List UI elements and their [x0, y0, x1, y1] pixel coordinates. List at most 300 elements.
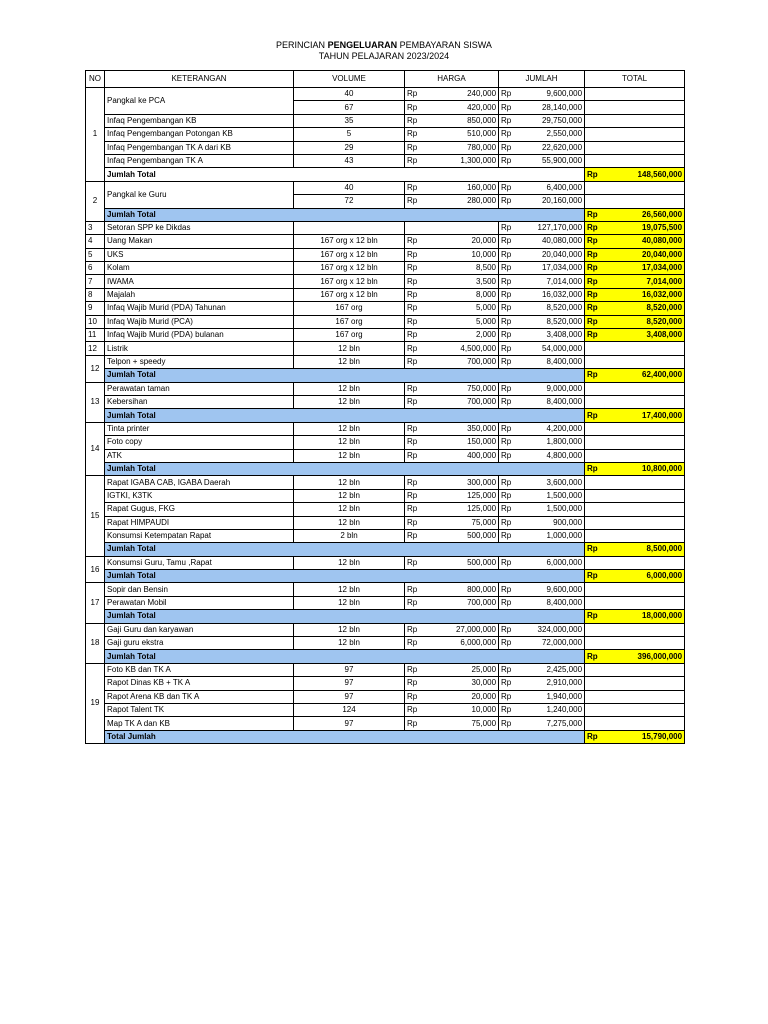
row-total-empty: [585, 154, 685, 167]
row-description: Infaq Wajib Murid (PCA): [105, 315, 294, 328]
row-total-empty: [585, 355, 685, 368]
row-total-empty: [585, 596, 685, 609]
row-price: 280,000: [429, 195, 499, 208]
row-price: 400,000: [429, 449, 499, 462]
harga-currency: Rp: [405, 489, 429, 502]
table-row: [86, 663, 685, 676]
jumlah-currency: Rp: [499, 503, 519, 516]
row-total: 7,014,000: [605, 275, 685, 288]
table-row: [86, 342, 685, 355]
row-description: Infaq Wajib Murid (PDA) Tahunan: [105, 302, 294, 315]
table-row: [86, 235, 685, 248]
jumlah-currency: Rp: [499, 422, 519, 435]
subtotal-value: 396,000,000: [605, 650, 685, 663]
col-harga: HARGA: [405, 71, 499, 88]
row-total-empty: [585, 529, 685, 542]
jumlah-currency: Rp: [499, 717, 519, 730]
harga-currency: Rp: [405, 288, 429, 301]
row-total-empty: [585, 181, 685, 194]
row-number: 15: [86, 476, 105, 556]
harga-currency: Rp: [405, 637, 429, 650]
row-total-empty: [585, 690, 685, 703]
harga-currency: Rp: [405, 703, 429, 716]
jumlah-currency: Rp: [499, 476, 519, 489]
row-description: Rapot Dinas KB + TK A: [105, 677, 294, 690]
row-total: 16,032,000: [605, 288, 685, 301]
row-volume: 43: [294, 154, 405, 167]
row-volume: 12 bln: [294, 476, 405, 489]
row-price: 240,000: [429, 88, 499, 101]
row-total-empty: [585, 141, 685, 154]
table-row: [86, 114, 685, 127]
row-price: 500,000: [429, 556, 499, 569]
subtotal-value: 148,560,000: [605, 168, 685, 181]
total-currency: Rp: [585, 315, 605, 328]
row-price: 2,000: [429, 329, 499, 342]
jumlah-currency: Rp: [499, 583, 519, 596]
table-row: [86, 489, 685, 502]
table-row: [86, 128, 685, 141]
row-number: 14: [86, 422, 105, 476]
row-description: Infaq Pengembangan Potongan KB: [105, 128, 294, 141]
col-keterangan: KETERANGAN: [105, 71, 294, 88]
jumlah-currency: Rp: [499, 154, 519, 167]
subtotal-row: [86, 610, 685, 623]
row-number: 4: [86, 235, 105, 248]
title-bold-word: PENGELUARAN: [327, 40, 398, 50]
row-description: IWAMA: [105, 275, 294, 288]
row-number: 17: [86, 583, 105, 623]
total-currency: Rp: [585, 329, 605, 342]
jumlah-currency: Rp: [499, 395, 519, 408]
row-amount: 9,600,000: [519, 88, 585, 101]
total-currency: Rp: [585, 235, 605, 248]
subtotal-currency: Rp: [585, 543, 605, 556]
row-total-empty: [585, 677, 685, 690]
harga-currency: Rp: [405, 556, 429, 569]
row-total-empty: [585, 489, 685, 502]
row-description: IGTKI, K3TK: [105, 489, 294, 502]
table-row: [86, 556, 685, 569]
row-amount: 1,000,000: [519, 529, 585, 542]
row-volume: 167 org x 12 bln: [294, 275, 405, 288]
row-price: 125,000: [429, 503, 499, 516]
jumlah-currency: Rp: [499, 382, 519, 395]
table-body: [86, 88, 685, 744]
table-row: [86, 637, 685, 650]
table-row: [86, 288, 685, 301]
jumlah-currency: Rp: [499, 101, 519, 114]
row-description: Rapat Gugus, FKG: [105, 503, 294, 516]
harga-currency: Rp: [405, 382, 429, 395]
harga-currency: Rp: [405, 329, 429, 342]
row-total-empty: [585, 663, 685, 676]
row-volume: 167 org x 12 bln: [294, 262, 405, 275]
row-total: 3,408,000: [605, 329, 685, 342]
subtotal-row: [86, 543, 685, 556]
row-amount: 8,520,000: [519, 315, 585, 328]
row-price: 27,000,000: [429, 623, 499, 636]
subtotal-row: [86, 208, 685, 221]
row-price: 8,000: [429, 288, 499, 301]
jumlah-currency: Rp: [499, 141, 519, 154]
col-jumlah: JUMLAH: [499, 71, 585, 88]
row-volume: 12 bln: [294, 489, 405, 502]
table-row: [86, 88, 685, 101]
harga-currency: Rp: [405, 623, 429, 636]
row-volume: 12 bln: [294, 583, 405, 596]
row-amount: 54,000,000: [519, 342, 585, 355]
row-volume: 72: [294, 195, 405, 208]
jumlah-currency: Rp: [499, 329, 519, 342]
row-total-empty: [585, 583, 685, 596]
row-description: Perawatan Mobil: [105, 596, 294, 609]
row-price: 20,000: [429, 235, 499, 248]
row-amount: 2,910,000: [519, 677, 585, 690]
jumlah-currency: Rp: [499, 235, 519, 248]
harga-currency: Rp: [405, 516, 429, 529]
row-volume: 12 bln: [294, 623, 405, 636]
row-volume: 2 bln: [294, 529, 405, 542]
row-number: 12: [86, 355, 105, 382]
table-row: [86, 221, 685, 234]
row-description: Foto KB dan TK A: [105, 663, 294, 676]
table-row: [86, 717, 685, 730]
row-amount: 1,500,000: [519, 489, 585, 502]
row-volume: 29: [294, 141, 405, 154]
harga-currency: Rp: [405, 235, 429, 248]
subtotal-value: 17,400,000: [605, 409, 685, 422]
row-amount: 22,620,000: [519, 141, 585, 154]
row-price: 700,000: [429, 355, 499, 368]
subtotal-label: Jumlah Total: [105, 208, 585, 221]
row-total-empty: [585, 449, 685, 462]
row-amount: 40,080,000: [519, 235, 585, 248]
row-description: Infaq Pengembangan TK A: [105, 154, 294, 167]
title-prefix: PERINCIAN: [276, 40, 328, 50]
subtotal-currency: Rp: [585, 462, 605, 475]
harga-currency: Rp: [405, 302, 429, 315]
row-amount: 324,000,000: [519, 623, 585, 636]
row-amount: 20,040,000: [519, 248, 585, 261]
row-amount: 3,408,000: [519, 329, 585, 342]
table-row: [86, 516, 685, 529]
jumlah-currency: Rp: [499, 221, 519, 234]
row-total-empty: [585, 556, 685, 569]
row-amount: 4,200,000: [519, 422, 585, 435]
row-price: 4,500,000: [429, 342, 499, 355]
col-total: TOTAL: [585, 71, 685, 88]
harga-currency: Rp: [405, 663, 429, 676]
row-number: 2: [86, 181, 105, 221]
row-volume: 167 org: [294, 315, 405, 328]
jumlah-currency: Rp: [499, 262, 519, 275]
subtotal-currency: Rp: [585, 730, 605, 743]
subtotal-currency: Rp: [585, 208, 605, 221]
row-description: Konsumsi Guru, Tamu ,Rapat: [105, 556, 294, 569]
subtotal-row: [86, 730, 685, 743]
row-description: Infaq Wajib Murid (PDA) bulanan: [105, 329, 294, 342]
harga-currency: Rp: [405, 128, 429, 141]
row-volume: 12 bln: [294, 382, 405, 395]
subtotal-row: [86, 168, 685, 181]
jumlah-currency: Rp: [499, 703, 519, 716]
row-amount: 20,160,000: [519, 195, 585, 208]
row-volume: 167 org x 12 bln: [294, 235, 405, 248]
row-amount: 8,400,000: [519, 596, 585, 609]
subtotal-row: [86, 570, 685, 583]
row-volume: 97: [294, 717, 405, 730]
subtotal-label: Jumlah Total: [105, 570, 585, 583]
row-total-empty: [585, 436, 685, 449]
table-row: [86, 529, 685, 542]
row-number: 13: [86, 382, 105, 422]
row-amount: 127,170,000: [519, 221, 585, 234]
row-total-empty: [585, 503, 685, 516]
table-row: [86, 275, 685, 288]
table-header-row: [86, 71, 685, 88]
subtotal-row: [86, 409, 685, 422]
row-total: 40,080,000: [605, 235, 685, 248]
row-price: 510,000: [429, 128, 499, 141]
subtotal-row: [86, 369, 685, 382]
row-total-empty: [585, 101, 685, 114]
row-price: 8,500: [429, 262, 499, 275]
harga-currency: Rp: [405, 181, 429, 194]
table-row: [86, 623, 685, 636]
row-total-empty: [585, 382, 685, 395]
row-total-empty: [585, 476, 685, 489]
row-amount: 29,750,000: [519, 114, 585, 127]
jumlah-currency: Rp: [499, 663, 519, 676]
subtotal-value: 62,400,000: [605, 369, 685, 382]
table-row: [86, 329, 685, 342]
row-volume: 12 bln: [294, 503, 405, 516]
subtotal-value: 15,790,000: [605, 730, 685, 743]
jumlah-currency: Rp: [499, 596, 519, 609]
harga-currency: Rp: [405, 436, 429, 449]
jumlah-currency: Rp: [499, 288, 519, 301]
table-row: [86, 449, 685, 462]
harga-currency: Rp: [405, 355, 429, 368]
row-description: Rapot Talent TK: [105, 703, 294, 716]
row-price: 3,500: [429, 275, 499, 288]
harga-currency: Rp: [405, 422, 429, 435]
subtotal-value: 10,800,000: [605, 462, 685, 475]
harga-currency: [405, 221, 429, 234]
row-total-empty: [585, 128, 685, 141]
row-total-empty: [585, 516, 685, 529]
row-price: 500,000: [429, 529, 499, 542]
row-description: Tinta printer: [105, 422, 294, 435]
row-price: 10,000: [429, 703, 499, 716]
jumlah-currency: Rp: [499, 489, 519, 502]
row-volume: 97: [294, 690, 405, 703]
harga-currency: Rp: [405, 114, 429, 127]
row-volume: 167 org x 12 bln: [294, 248, 405, 261]
jumlah-currency: Rp: [499, 114, 519, 127]
row-price: 300,000: [429, 476, 499, 489]
jumlah-currency: Rp: [499, 181, 519, 194]
row-total-empty: [585, 88, 685, 101]
row-volume: 12 bln: [294, 395, 405, 408]
row-price: 20,000: [429, 690, 499, 703]
row-description: UKS: [105, 248, 294, 261]
row-amount: 1,500,000: [519, 503, 585, 516]
row-volume: 12 bln: [294, 355, 405, 368]
row-amount: 8,400,000: [519, 355, 585, 368]
row-total-empty: [585, 114, 685, 127]
row-number: 8: [86, 288, 105, 301]
row-price: 750,000: [429, 382, 499, 395]
row-price: 850,000: [429, 114, 499, 127]
subtotal-label: Jumlah Total: [105, 369, 585, 382]
row-price: [429, 221, 499, 234]
subtotal-label: Jumlah Total: [105, 168, 585, 181]
subtotal-currency: Rp: [585, 650, 605, 663]
jumlah-currency: Rp: [499, 449, 519, 462]
row-amount: 9,000,000: [519, 382, 585, 395]
row-amount: 3,600,000: [519, 476, 585, 489]
row-amount: 1,240,000: [519, 703, 585, 716]
row-amount: 900,000: [519, 516, 585, 529]
table-row: [86, 583, 685, 596]
row-number: 10: [86, 315, 105, 328]
jumlah-currency: Rp: [499, 623, 519, 636]
row-volume: 12 bln: [294, 342, 405, 355]
row-number: 9: [86, 302, 105, 315]
row-amount: 7,275,000: [519, 717, 585, 730]
row-total-empty: [585, 623, 685, 636]
subtotal-currency: Rp: [585, 168, 605, 181]
row-number: 6: [86, 262, 105, 275]
jumlah-currency: Rp: [499, 529, 519, 542]
row-volume: [294, 221, 405, 234]
row-volume: 12 bln: [294, 637, 405, 650]
row-volume: 35: [294, 114, 405, 127]
row-price: 1,300,000: [429, 154, 499, 167]
harga-currency: Rp: [405, 101, 429, 114]
table-row: [86, 476, 685, 489]
row-description: Pangkal ke Guru: [105, 181, 294, 208]
harga-currency: Rp: [405, 690, 429, 703]
row-total: 17,034,000: [605, 262, 685, 275]
subtotal-row: [86, 462, 685, 475]
table-row: [86, 690, 685, 703]
subtotal-label: Jumlah Total: [105, 409, 585, 422]
title-suffix: PEMBAYARAN SISWA: [397, 40, 492, 50]
jumlah-currency: Rp: [499, 436, 519, 449]
table-row: [86, 422, 685, 435]
row-description: Pangkal ke PCA: [105, 88, 294, 115]
jumlah-currency: Rp: [499, 637, 519, 650]
total-currency: Rp: [585, 248, 605, 261]
table-row: [86, 248, 685, 261]
expense-table: [85, 70, 685, 744]
jumlah-currency: Rp: [499, 275, 519, 288]
row-amount: 16,032,000: [519, 288, 585, 301]
row-price: 350,000: [429, 422, 499, 435]
jumlah-currency: Rp: [499, 516, 519, 529]
row-volume: 5: [294, 128, 405, 141]
row-amount: 55,900,000: [519, 154, 585, 167]
total-currency: Rp: [585, 275, 605, 288]
row-price: 30,000: [429, 677, 499, 690]
row-price: 25,000: [429, 663, 499, 676]
row-price: 150,000: [429, 436, 499, 449]
row-amount: 72,000,000: [519, 637, 585, 650]
row-description: Gaji guru ekstra: [105, 637, 294, 650]
row-total-empty: [585, 637, 685, 650]
row-total-empty: [585, 422, 685, 435]
harga-currency: Rp: [405, 154, 429, 167]
table-row: [86, 596, 685, 609]
subtotal-currency: Rp: [585, 369, 605, 382]
row-volume: 12 bln: [294, 436, 405, 449]
total-currency: Rp: [585, 288, 605, 301]
row-price: 6,000,000: [429, 637, 499, 650]
row-price: 75,000: [429, 717, 499, 730]
table-row: [86, 436, 685, 449]
row-volume: 97: [294, 663, 405, 676]
row-description: Listrik: [105, 342, 294, 355]
row-amount: 9,600,000: [519, 583, 585, 596]
harga-currency: Rp: [405, 315, 429, 328]
harga-currency: Rp: [405, 476, 429, 489]
harga-currency: Rp: [405, 342, 429, 355]
row-volume: 40: [294, 88, 405, 101]
row-total-empty: [585, 703, 685, 716]
row-volume: 124: [294, 703, 405, 716]
jumlah-currency: Rp: [499, 195, 519, 208]
row-price: 420,000: [429, 101, 499, 114]
table-row: [86, 355, 685, 368]
jumlah-currency: Rp: [499, 315, 519, 328]
row-description: Kebersihan: [105, 395, 294, 408]
row-price: 700,000: [429, 395, 499, 408]
subtotal-label: Jumlah Total: [105, 650, 585, 663]
harga-currency: Rp: [405, 262, 429, 275]
harga-currency: Rp: [405, 88, 429, 101]
row-total: 8,520,000: [605, 315, 685, 328]
row-amount: 8,400,000: [519, 395, 585, 408]
harga-currency: Rp: [405, 717, 429, 730]
row-price: 700,000: [429, 596, 499, 609]
row-price: 75,000: [429, 516, 499, 529]
subtotal-value: 8,500,000: [605, 543, 685, 556]
row-total-empty: [585, 195, 685, 208]
row-number: 11: [86, 329, 105, 342]
row-volume: 167 org: [294, 302, 405, 315]
row-amount: 6,400,000: [519, 181, 585, 194]
row-number: 18: [86, 623, 105, 663]
row-volume: 167 org x 12 bln: [294, 288, 405, 301]
row-description: Uang Makan: [105, 235, 294, 248]
harga-currency: Rp: [405, 596, 429, 609]
row-description: Map TK A dan KB: [105, 717, 294, 730]
row-amount: 4,800,000: [519, 449, 585, 462]
subtotal-value: 6,000,000: [605, 570, 685, 583]
table-row: [86, 154, 685, 167]
table-row: [86, 262, 685, 275]
row-price: 5,000: [429, 302, 499, 315]
subtotal-value: 26,560,000: [605, 208, 685, 221]
row-volume: 67: [294, 101, 405, 114]
row-total-empty: [585, 717, 685, 730]
row-description: Infaq Pengembangan TK A dari KB: [105, 141, 294, 154]
row-amount: 1,940,000: [519, 690, 585, 703]
row-volume: 12 bln: [294, 596, 405, 609]
